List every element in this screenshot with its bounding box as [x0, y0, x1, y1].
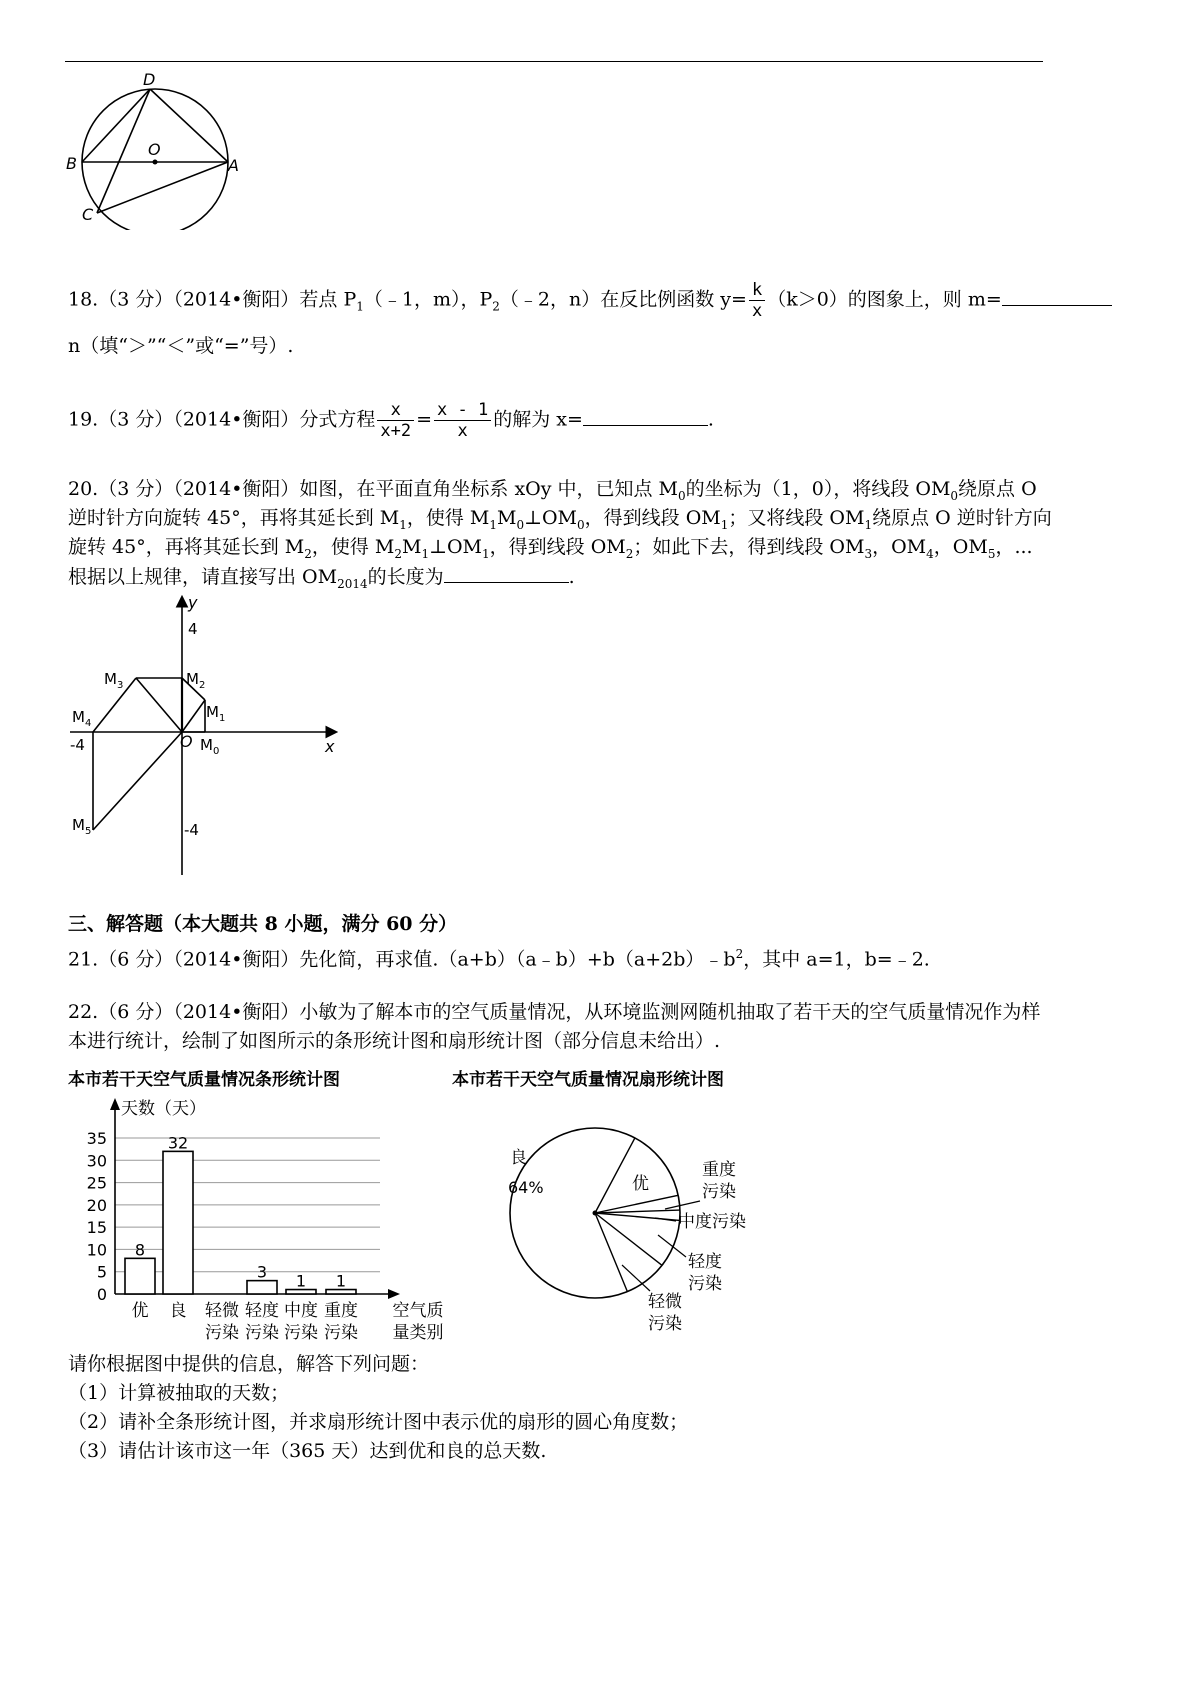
- bar-category-label: 污染: [205, 1323, 239, 1343]
- pie-label-qingdu-2: 污染: [688, 1274, 722, 1294]
- bar-category-label: 污染: [284, 1323, 318, 1343]
- tick-y-neg4: -4: [184, 821, 199, 839]
- bar-y-tick: 10: [86, 1240, 107, 1260]
- bar-y-tick: 5: [96, 1262, 107, 1282]
- label-C: C: [82, 205, 94, 224]
- label-M1: $M_1$: [206, 703, 226, 724]
- pie-label-you: 优: [632, 1174, 649, 1194]
- bar-x-axis-label: 量类别: [392, 1323, 444, 1343]
- bar: [125, 1258, 155, 1294]
- tick-y-4: 4: [188, 620, 198, 638]
- section-3-heading: 三、解答题（本大题共 8 小题，满分 60 分）: [68, 913, 458, 935]
- bar-y-tick: 30: [86, 1151, 107, 1171]
- question-19: 19.（3 分）（2014•衡阳）分式方程 $\frac{x}{x+2}$ = $\frac{x - 1}{x}$ 的解为 x= .: [68, 400, 714, 441]
- bar-y-axis-label: 天数（天）: [121, 1099, 206, 1119]
- bar-value-label: 1: [295, 1271, 307, 1291]
- pie-chart-title: 本市若干天空气质量情况扇形统计图: [452, 1070, 724, 1090]
- pie-label-qingdu: 轻度: [688, 1252, 722, 1272]
- pie-label-liang: 良: [510, 1148, 527, 1168]
- bar-x-arrow: [388, 1289, 400, 1299]
- bar-category-label: 污染: [245, 1323, 279, 1343]
- circle-figure: [60, 65, 260, 230]
- bar-y-tick: 0: [96, 1285, 107, 1304]
- bar-category-label: 轻微: [205, 1301, 239, 1321]
- bar-category-label: 良: [169, 1301, 187, 1321]
- bar: [163, 1151, 193, 1294]
- y-axis-label: y: [188, 593, 198, 612]
- answer-blank-18[interactable]: [1002, 285, 1112, 306]
- answer-blank-19[interactable]: [583, 405, 708, 426]
- bar-chart: [60, 1090, 460, 1350]
- pie-center: [593, 1211, 598, 1216]
- x-axis-label: x: [325, 737, 335, 756]
- question-18-line1: 18.（3 分）（2014•衡阳）若点 $P_1(﹣1$，m），$P_2(﹣2$，n）在反比例函数 y= $\frac{k}{x}$ （k＞0）的图象上，则 m=: [68, 280, 1112, 321]
- pie-chart: [500, 1115, 800, 1350]
- pie-label-zhongdu-pollution: 中度污染: [678, 1212, 746, 1232]
- question-20-line1: 20.（3 分）（2014•衡阳）如图，在平面直角坐标系 xOy 中，已知点 $M_0$的坐标为（1，0），将线段 $OM_0$绕原点 O: [68, 478, 1037, 503]
- label-B: B: [66, 154, 77, 173]
- coordinate-figure: [60, 590, 350, 880]
- pie-label-zhongdu: 重度: [702, 1160, 736, 1180]
- bar-y-tick: 25: [86, 1173, 107, 1193]
- origin-label: O: [180, 732, 193, 751]
- bar-chart-title: 本市若干天空气质量情况条形统计图: [68, 1070, 340, 1090]
- bar-value-label: 3: [256, 1262, 268, 1282]
- label-M2: $M_2$: [186, 670, 206, 691]
- fraction-x-over-x-plus-2: $\frac{x}{x+2}$: [377, 400, 414, 441]
- bar-category-label: 中度: [284, 1301, 318, 1321]
- bar-y-arrow: [110, 1098, 120, 1110]
- bar: [247, 1281, 277, 1294]
- label-A: A: [228, 156, 239, 175]
- question-22-line1: 22.（6 分）（2014•衡阳）小敏为了解本市的空气质量情况，从环境监测网随机抽取了若干天的空气质量情况作为样: [68, 1001, 1041, 1023]
- label-M0: $M_0$: [200, 736, 220, 757]
- question-22-sub1: （1）计算被抽取的天数；: [68, 1382, 290, 1404]
- label-O: O: [148, 140, 161, 159]
- bar-category-label: 重度: [324, 1301, 358, 1321]
- bar-value-label: 1: [335, 1271, 347, 1291]
- question-22-ask: 请你根据图中提供的信息，解答下列问题：: [68, 1353, 430, 1375]
- tick-x-neg4: -4: [70, 736, 85, 754]
- fraction-x-minus-1-over-x: $\frac{x - 1}{x}$: [434, 400, 491, 441]
- pie-label-liang-percent: 64%: [508, 1178, 544, 1197]
- bar-y-tick: 15: [86, 1218, 107, 1238]
- question-22-sub3: （3）请估计该市这一年（365 天）达到优和良的总天数.: [68, 1440, 547, 1462]
- bar-y-tick: 35: [86, 1129, 107, 1148]
- question-18-line2: n（填“＞”“＜”或“=”号）.: [68, 335, 294, 357]
- bar-y-tick: 20: [86, 1195, 107, 1215]
- pie-label-qingwei-2: 污染: [648, 1314, 682, 1334]
- bar-value-label: 8: [134, 1240, 146, 1260]
- top-rule: [65, 61, 1043, 62]
- bar-category-label: 污染: [324, 1323, 358, 1343]
- question-22-line2: 本进行统计，绘制了如图所示的条形统计图和扇形统计图（部分信息未给出）.: [68, 1030, 721, 1052]
- question-20-line3: 旋转 45°，再将其延长到 $M_2$，使得 $M_2M_1\perp OM_1$，得到线段 $OM_2$；如此下去，得到线段 $OM_3$，$OM_4$，$OM_5$，...: [68, 536, 1033, 561]
- label-M3: $M_3$: [104, 670, 124, 691]
- question-20-line4: 根据以上规律，请直接写出 $OM_{2014}$的长度为 .: [68, 562, 575, 598]
- question-21: 21.（6 分）（2014•衡阳）先化简，再求值$.(a+b)(a﹣b)+b(a+2b)﹣b^2$，其中 a=1，b=﹣2.: [68, 947, 930, 971]
- bar-value-label: 32: [167, 1133, 189, 1153]
- question-20-line2: 逆时针方向旋转 45°，再将其延长到 $M_1$，使得 $M_1M_0\perp OM_0$，得到线段 $OM_1$；又将线段 $OM_1$绕原点 O 逆时针方向: [68, 507, 1052, 532]
- question-22-sub2: （2）请补全条形统计图，并求扇形统计图中表示优的扇形的圆心角度数；: [68, 1411, 689, 1433]
- bar-category-label: 轻度: [245, 1301, 279, 1321]
- label-D: D: [143, 70, 156, 89]
- bar-category-label: 优: [131, 1301, 149, 1321]
- label-M5: $M_5$: [72, 816, 92, 837]
- fraction-k-over-x: $\frac{k}{x}$: [749, 280, 765, 321]
- bar-x-axis-label: 空气质: [392, 1301, 444, 1321]
- answer-blank-20[interactable]: [444, 562, 569, 583]
- pie-label-qingwei: 轻微: [648, 1292, 682, 1312]
- pie-label-zhongdu-2: 污染: [702, 1182, 736, 1202]
- label-M4: $M_4$: [72, 708, 92, 729]
